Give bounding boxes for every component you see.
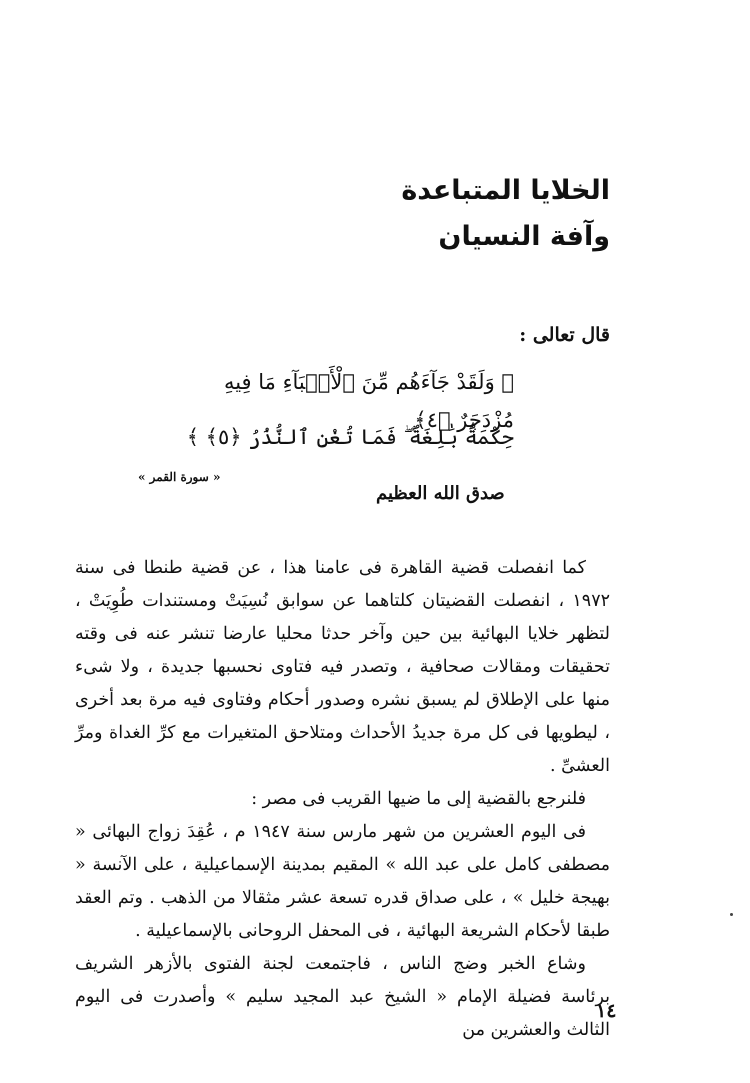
- paragraph-2: فلنرجع بالقضية إلى ما ضيها القريب فى مصر :: [251, 789, 586, 809]
- quote-closing: صدق الله العظيم: [376, 483, 505, 504]
- surah-reference: « سورة القمر »: [138, 470, 221, 484]
- chapter-title-line-2: وآفة النسيان: [438, 221, 610, 252]
- text-line: وشاع الخبر وضج الناس ، فاجتمعت لجنة الفتوى بالأزهر الشريف برئاسة: [75, 954, 610, 1007]
- scan-speck: [730, 913, 733, 916]
- paragraph-3: [75, 816, 610, 948]
- text-line: الإطلاق لم يسبق نشره وصدور أحكام وفتاوى فيه مرة بعد أخرى ، ليطويها فى كل: [75, 690, 610, 743]
- quran-verse-line-1: ﴿ وَلَقَدْ جَآءَهُم مِّنَ ٱلْأَنۢبَآءِ مَا فِيهِ مُزْدَجَرٌ ﴿٤﴾: [223, 370, 514, 432]
- text-line: فى اليوم العشرين من شهر مارس سنة ١٩٤٧ م ، عُقِدَ زواج البهائى: [92, 822, 586, 842]
- chapter-title-line-1: الخلايا المتباعدة: [401, 175, 610, 206]
- text-line: ومقالات صحافية ، وتصدر فيه فتاوى نحسبها جديدة ، ولا شىء منها على: [75, 657, 610, 710]
- text-line: فضيلة الإمام « الشيخ عبد المجيد سليم » وأصدرت فى اليوم الثالث والعشرين من: [75, 987, 610, 1040]
- quote-intro: قال تعالى :: [519, 324, 610, 346]
- text-line: خلايا البهائية بين حين وآخر حدثا محليا عارضا تنشر عنه فى وقته تحقيقات: [75, 624, 610, 677]
- chapter-title: [401, 168, 610, 260]
- quran-verse-line-2: حِكْمَةٌۢ بَٰلِغَةٌ ۖ فَمَا تُغْنِ ٱلنُّذُرُ ﴿٥﴾ ﴾: [186, 425, 514, 449]
- text-line: الشريعة البهائية ، فى المحفل الروحانى بالإسماعيلية .: [135, 921, 519, 941]
- paragraph-4: [75, 948, 610, 1047]
- text-line: كما انفصلت قضية القاهرة فى عامنا هذا ، عن قضية طنطا فى سنة: [75, 558, 586, 578]
- text-line: « مصطفى كامل على عبد الله » المقيم بمدينة الإسماعيلية ، على الآنسة « بهيجة: [75, 822, 610, 908]
- page-number: ١٤: [596, 1000, 617, 1022]
- paragraph-1: [75, 552, 610, 783]
- text-line: مرة جديدُ الأحداث ومتلاحق المتغيرات مع كرِّ الغداة ومرِّ العشىِّ .: [75, 723, 610, 776]
- text-line: خليل » ، على صداق قدره تسعة عشر مثقالا من الذهب . وتم العقد طبقا لأحكام: [75, 888, 610, 941]
- body-text: [75, 552, 610, 1047]
- text-line: ١٩٧٢ ، انفصلت القضيتان كلتاهما عن سوابق نُسِيَتْ ومستندات طُوِيَتْ ، لتظهر: [75, 591, 610, 644]
